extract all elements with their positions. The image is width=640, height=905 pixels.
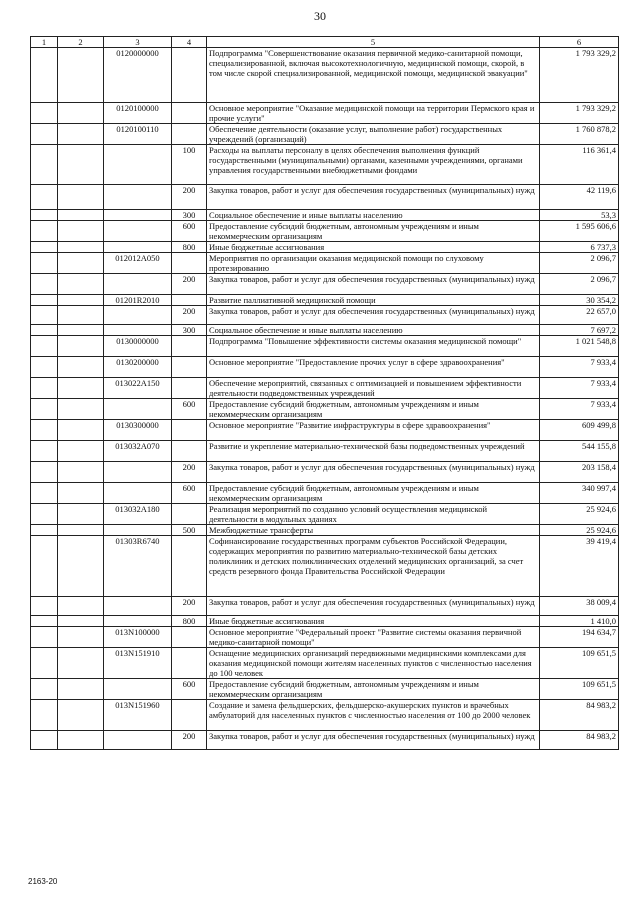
cell-col-1 xyxy=(31,145,58,185)
amount: 203 158,4 xyxy=(540,462,619,483)
expense-type-code xyxy=(172,103,207,124)
expense-type-code: 200 xyxy=(172,306,207,325)
expense-type-code xyxy=(172,378,207,399)
expense-name: Основное мероприятие "Развитие инфраструктуры в сфере здравоохранения" xyxy=(207,420,540,441)
budget-code: 013N151960 xyxy=(104,700,172,731)
column-header: 2 xyxy=(58,37,104,48)
budget-code: 013022А150 xyxy=(104,378,172,399)
cell-col-2 xyxy=(58,221,104,242)
table-row xyxy=(31,504,619,525)
table-row xyxy=(31,700,619,731)
amount: 1 793 329,2 xyxy=(540,48,619,103)
expense-type-code xyxy=(172,536,207,597)
amount: 39 419,4 xyxy=(540,536,619,597)
expense-name: Социальное обеспечение и иные выплаты населению xyxy=(207,210,540,221)
cell-col-2 xyxy=(58,145,104,185)
expense-name: Обеспечение деятельности (оказание услуг, выполнение работ) государственных учреждений (организаций) xyxy=(207,124,540,145)
table-row xyxy=(31,306,619,325)
cell-col-1 xyxy=(31,441,58,462)
budget-code xyxy=(104,242,172,253)
amount: 7 933,4 xyxy=(540,378,619,399)
budget-code: 013N100000 xyxy=(104,627,172,648)
column-header: 5 xyxy=(207,37,540,48)
amount: 116 361,4 xyxy=(540,145,619,185)
cell-col-1 xyxy=(31,253,58,274)
budget-code: 0120100110 xyxy=(104,124,172,145)
amount: 1 021 548,8 xyxy=(540,336,619,357)
amount: 2 096,7 xyxy=(540,274,619,295)
expense-name: Предоставление субсидий бюджетным, автономным учреждениям и иным некоммерческим организациям xyxy=(207,483,540,504)
cell-col-2 xyxy=(58,253,104,274)
expense-type-code xyxy=(172,48,207,103)
cell-col-1 xyxy=(31,616,58,627)
amount: 1 595 606,6 xyxy=(540,221,619,242)
amount: 1 793 329,2 xyxy=(540,103,619,124)
budget-code: 013032А070 xyxy=(104,441,172,462)
cell-col-1 xyxy=(31,483,58,504)
cell-col-2 xyxy=(58,274,104,295)
cell-col-2 xyxy=(58,700,104,731)
expense-name: Социальное обеспечение и иные выплаты населению xyxy=(207,325,540,336)
table-row xyxy=(31,441,619,462)
expense-type-code xyxy=(172,357,207,378)
expense-type-code: 200 xyxy=(172,274,207,295)
budget-code xyxy=(104,525,172,536)
table-row xyxy=(31,648,619,679)
expense-name: Иные бюджетные ассигнования xyxy=(207,616,540,627)
cell-col-1 xyxy=(31,679,58,700)
cell-col-2 xyxy=(58,48,104,103)
cell-col-1 xyxy=(31,378,58,399)
cell-col-1 xyxy=(31,221,58,242)
amount: 340 997,4 xyxy=(540,483,619,504)
budget-code: 0130000000 xyxy=(104,336,172,357)
cell-col-1 xyxy=(31,274,58,295)
cell-col-2 xyxy=(58,325,104,336)
expense-type-code xyxy=(172,295,207,306)
budget-code xyxy=(104,306,172,325)
cell-col-2 xyxy=(58,597,104,616)
table-row xyxy=(31,399,619,420)
budget-code xyxy=(104,210,172,221)
amount: 42 119,6 xyxy=(540,185,619,210)
expense-type-code: 500 xyxy=(172,525,207,536)
expense-type-code: 200 xyxy=(172,462,207,483)
budget-code xyxy=(104,616,172,627)
table-row xyxy=(31,616,619,627)
cell-col-2 xyxy=(58,536,104,597)
cell-col-1 xyxy=(31,731,58,750)
expense-type-code: 800 xyxy=(172,242,207,253)
cell-col-1 xyxy=(31,627,58,648)
expense-type-code xyxy=(172,420,207,441)
expense-type-code: 600 xyxy=(172,679,207,700)
cell-col-1 xyxy=(31,306,58,325)
cell-col-2 xyxy=(58,627,104,648)
table-row xyxy=(31,210,619,221)
cell-col-1 xyxy=(31,420,58,441)
expense-name: Развитие и укрепление материально-технической базы подведомственных учреждений xyxy=(207,441,540,462)
table-row xyxy=(31,103,619,124)
expense-name: Закупка товаров, работ и услуг для обеспечения государственных (муниципальных) нужд xyxy=(207,597,540,616)
cell-col-2 xyxy=(58,357,104,378)
expense-name: Основное мероприятие "Предоставление прочих услуг в сфере здравоохранения" xyxy=(207,357,540,378)
amount: 7 933,4 xyxy=(540,399,619,420)
expense-type-code: 800 xyxy=(172,616,207,627)
expense-name: Софинансирование государственных программ субъектов Российской Федерации, содержащих мероприятия по развитию материально-технической базы детских поликлиник и детских поликлинических отделений медицинских организаций, за счет средств резервного фонда Правительства Российской Федерации xyxy=(207,536,540,597)
expense-name: Расходы на выплаты персоналу в целях обеспечения выполнения функций государственными (муниципальными) органами, казенными учреждениями, органами управления государственными внебюджетными фондами xyxy=(207,145,540,185)
cell-col-2 xyxy=(58,103,104,124)
expense-type-code: 600 xyxy=(172,221,207,242)
cell-col-2 xyxy=(58,295,104,306)
budget-code: 0120100000 xyxy=(104,103,172,124)
expense-type-code: 600 xyxy=(172,399,207,420)
cell-col-1 xyxy=(31,185,58,210)
expense-name: Оснащение медицинских организаций передвижными медицинскими комплексами для оказания медицинской помощи жителям населенных пунктов с численностью населения до 100 человек xyxy=(207,648,540,679)
cell-col-1 xyxy=(31,700,58,731)
table-row xyxy=(31,124,619,145)
cell-col-2 xyxy=(58,399,104,420)
cell-col-1 xyxy=(31,325,58,336)
expense-name: Закупка товаров, работ и услуг для обеспечения государственных (муниципальных) нужд xyxy=(207,462,540,483)
cell-col-2 xyxy=(58,441,104,462)
budget-code: 0130300000 xyxy=(104,420,172,441)
table-row xyxy=(31,483,619,504)
expense-name: Закупка товаров, работ и услуг для обеспечения государственных (муниципальных) нужд xyxy=(207,274,540,295)
cell-col-1 xyxy=(31,597,58,616)
expense-name: Подпрограмма "Совершенствование оказания первичной медико-санитарной помощи, специализированной, включая высокотехнологичную, медицинской помощи, скорой, в том числе скорой специализированной, медицинской помощи, медицинской эвакуации" xyxy=(207,48,540,103)
table-row xyxy=(31,679,619,700)
cell-col-1 xyxy=(31,210,58,221)
cell-col-2 xyxy=(58,420,104,441)
page-number: 30 xyxy=(314,9,326,23)
cell-col-1 xyxy=(31,462,58,483)
expense-name: Предоставление субсидий бюджетным, автономным учреждениям и иным некоммерческим организациям xyxy=(207,679,540,700)
amount: 609 499,8 xyxy=(540,420,619,441)
expense-type-code: 300 xyxy=(172,210,207,221)
expense-name: Обеспечение мероприятий, связанных с оптимизацией и повышением эффективности деятельности подведомственных учреждений xyxy=(207,378,540,399)
cell-col-2 xyxy=(58,616,104,627)
expense-name: Закупка товаров, работ и услуг для обеспечения государственных (муниципальных) нужд xyxy=(207,185,540,210)
expense-name: Закупка товаров, работ и услуг для обеспечения государственных (муниципальных) нужд xyxy=(207,306,540,325)
table-row xyxy=(31,274,619,295)
table-row xyxy=(31,221,619,242)
expense-type-code xyxy=(172,124,207,145)
budget-code xyxy=(104,731,172,750)
expense-name: Основное мероприятие "Оказание медицинской помощи на территории Пермского края и прочие услуги" xyxy=(207,103,540,124)
budget-code xyxy=(104,145,172,185)
budget-code xyxy=(104,325,172,336)
table-row xyxy=(31,627,619,648)
budget-code: 0130200000 xyxy=(104,357,172,378)
budget-code xyxy=(104,679,172,700)
budget-code xyxy=(104,462,172,483)
table-row xyxy=(31,357,619,378)
expense-type-code xyxy=(172,253,207,274)
table-row xyxy=(31,731,619,750)
amount: 53,3 xyxy=(540,210,619,221)
expense-name: Создание и замена фельдшерских, фельдшерско-акушерских пунктов и врачебных амбулаторий для населенных пунктов с численностью населения от 100 до 2000 человек xyxy=(207,700,540,731)
table-row xyxy=(31,536,619,597)
amount: 22 657,0 xyxy=(540,306,619,325)
expense-type-code xyxy=(172,336,207,357)
expense-name: Закупка товаров, работ и услуг для обеспечения государственных (муниципальных) нужд xyxy=(207,731,540,750)
budget-table xyxy=(30,36,619,750)
amount: 7 933,4 xyxy=(540,357,619,378)
cell-col-2 xyxy=(58,483,104,504)
cell-col-2 xyxy=(58,731,104,750)
budget-code: 01201R2010 xyxy=(104,295,172,306)
cell-col-1 xyxy=(31,536,58,597)
amount: 109 651,5 xyxy=(540,679,619,700)
budget-code: 013N151910 xyxy=(104,648,172,679)
amount: 6 737,3 xyxy=(540,242,619,253)
amount: 25 924,6 xyxy=(540,525,619,536)
cell-col-2 xyxy=(58,462,104,483)
expense-type-code xyxy=(172,648,207,679)
expense-name: Иные бюджетные ассигнования xyxy=(207,242,540,253)
cell-col-1 xyxy=(31,399,58,420)
table-row xyxy=(31,597,619,616)
budget-code xyxy=(104,221,172,242)
table-row xyxy=(31,48,619,103)
budget-code xyxy=(104,483,172,504)
budget-code: 01303R6740 xyxy=(104,536,172,597)
table-header-row xyxy=(31,37,619,48)
cell-col-2 xyxy=(58,378,104,399)
cell-col-2 xyxy=(58,679,104,700)
cell-col-1 xyxy=(31,525,58,536)
cell-col-1 xyxy=(31,48,58,103)
cell-col-1 xyxy=(31,357,58,378)
column-header: 4 xyxy=(172,37,207,48)
expense-type-code xyxy=(172,627,207,648)
amount: 7 697,2 xyxy=(540,325,619,336)
column-header: 3 xyxy=(104,37,172,48)
cell-col-2 xyxy=(58,210,104,221)
cell-col-2 xyxy=(58,336,104,357)
amount: 1 760 878,2 xyxy=(540,124,619,145)
cell-col-2 xyxy=(58,185,104,210)
table-row xyxy=(31,420,619,441)
expense-name: Развитие паллиативной медицинской помощи xyxy=(207,295,540,306)
expense-type-code: 600 xyxy=(172,483,207,504)
document-code: 2163-20 xyxy=(28,877,58,886)
table-row xyxy=(31,145,619,185)
budget-code xyxy=(104,185,172,210)
column-header: 6 xyxy=(540,37,619,48)
table-row xyxy=(31,336,619,357)
amount: 544 155,8 xyxy=(540,441,619,462)
expense-type-code xyxy=(172,700,207,731)
expense-name: Предоставление субсидий бюджетным, автономным учреждениям и иным некоммерческим организациям xyxy=(207,399,540,420)
amount: 2 096,7 xyxy=(540,253,619,274)
table-row xyxy=(31,525,619,536)
table-row xyxy=(31,378,619,399)
table-row xyxy=(31,295,619,306)
table-row xyxy=(31,185,619,210)
cell-col-2 xyxy=(58,242,104,253)
cell-col-2 xyxy=(58,504,104,525)
cell-col-2 xyxy=(58,648,104,679)
cell-col-1 xyxy=(31,242,58,253)
expense-name: Мероприятия по организации оказания медицинской помощи по слуховому протезированию xyxy=(207,253,540,274)
cell-col-1 xyxy=(31,295,58,306)
table-row xyxy=(31,253,619,274)
cell-col-1 xyxy=(31,124,58,145)
expense-name: Предоставление субсидий бюджетным, автономным учреждениям и иным некоммерческим организациям xyxy=(207,221,540,242)
expense-name: Межбюджетные трансферты xyxy=(207,525,540,536)
expense-type-code xyxy=(172,504,207,525)
expense-name: Основное мероприятие "Федеральный проект "Развитие системы оказания первичной медико-санитарной помощи" xyxy=(207,627,540,648)
cell-col-2 xyxy=(58,124,104,145)
expense-type-code: 200 xyxy=(172,731,207,750)
table-row xyxy=(31,462,619,483)
expense-type-code: 200 xyxy=(172,597,207,616)
budget-code xyxy=(104,399,172,420)
amount: 194 634,7 xyxy=(540,627,619,648)
amount: 84 983,2 xyxy=(540,731,619,750)
column-header: 1 xyxy=(31,37,58,48)
cell-col-2 xyxy=(58,525,104,536)
amount: 84 983,2 xyxy=(540,700,619,731)
cell-col-1 xyxy=(31,336,58,357)
expense-type-code xyxy=(172,441,207,462)
expense-type-code: 300 xyxy=(172,325,207,336)
cell-col-1 xyxy=(31,103,58,124)
table-row xyxy=(31,242,619,253)
budget-code xyxy=(104,274,172,295)
cell-col-2 xyxy=(58,306,104,325)
expense-name: Подпрограмма "Повышение эффективности системы оказания медицинской помощи" xyxy=(207,336,540,357)
cell-col-1 xyxy=(31,648,58,679)
expense-type-code: 200 xyxy=(172,185,207,210)
amount: 38 009,4 xyxy=(540,597,619,616)
budget-code: 013032А180 xyxy=(104,504,172,525)
budget-code xyxy=(104,597,172,616)
amount: 25 924,6 xyxy=(540,504,619,525)
budget-code: 012012А050 xyxy=(104,253,172,274)
amount: 30 354,2 xyxy=(540,295,619,306)
budget-code: 0120000000 xyxy=(104,48,172,103)
amount: 109 651,5 xyxy=(540,648,619,679)
cell-col-1 xyxy=(31,504,58,525)
expense-name: Реализация мероприятий по созданию условий осуществления медицинской деятельности в модульных зданиях xyxy=(207,504,540,525)
table-row xyxy=(31,325,619,336)
expense-type-code: 100 xyxy=(172,145,207,185)
amount: 1 410,0 xyxy=(540,616,619,627)
